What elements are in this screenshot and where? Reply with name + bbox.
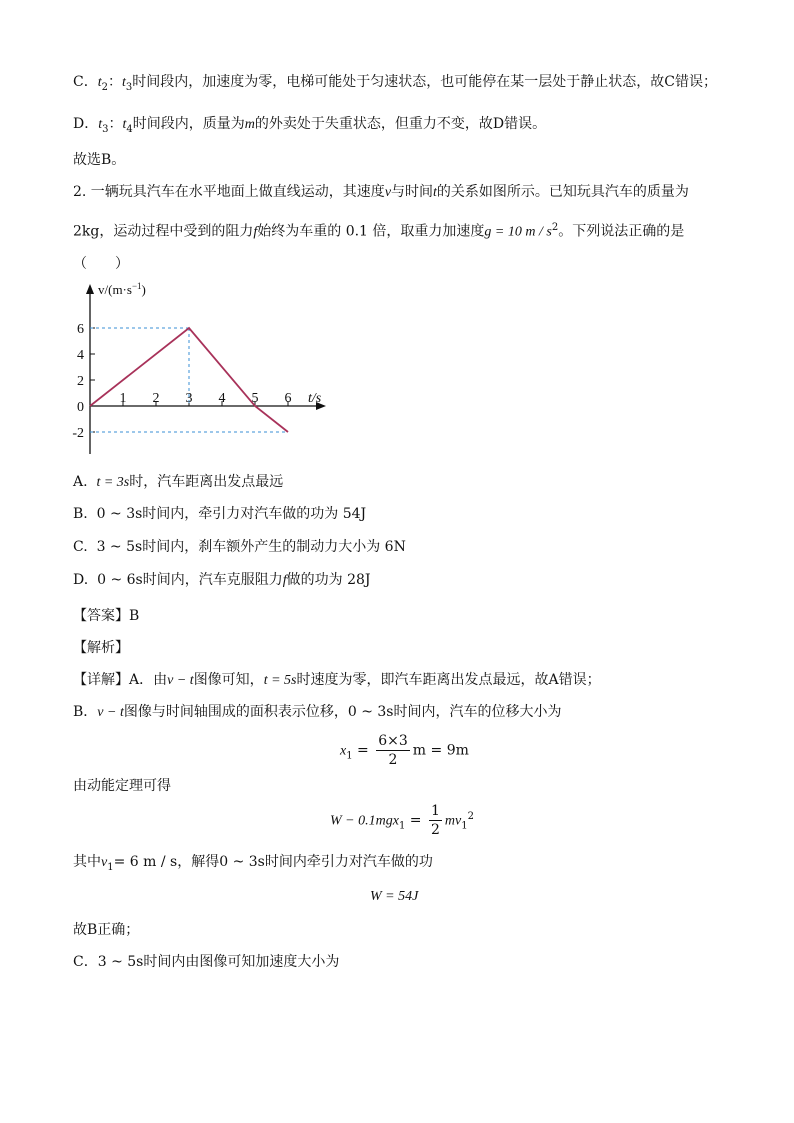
detail-a: 【详解】A．由v − t图像可知，t = 5s时速度为零，即汽车距离出发点最远，故A错误；	[73, 672, 601, 688]
velocity-series-line	[90, 328, 288, 432]
equation-w-result: W = 54J	[370, 889, 419, 904]
option-a: A. t = 3s时，汽车距离出发点最远	[73, 474, 284, 490]
question-2-text-2: 2kg，运动过程中受到的阻力f始终为车重的 0.1 倍，取重力加速度g = 10 m / $s^2$。下列说法正确的是	[73, 222, 685, 240]
x-tick-label: 6	[284, 391, 292, 406]
detail-c: C．3 ~ 5s时间内由图像可知加速度大小为	[73, 954, 340, 970]
y-tick-label: 6	[77, 322, 84, 337]
where-line: 其中$v_1= 6$ m / s，解得0 ~ 3s时间内牵引力对汽车做的功	[73, 854, 433, 873]
velocity-time-chart	[70, 280, 340, 460]
conclusion-line: 故选B。	[73, 152, 126, 168]
equation-work: W − 0.1mgx$_1$ = $\frac{1}{2}$ $mv_1^2$	[330, 803, 474, 838]
analysis-heading: 【解析】	[73, 640, 129, 656]
x-tick-label: 1	[119, 391, 127, 406]
answer-line: 【答案】B	[73, 608, 140, 624]
x-tick-label: 5	[251, 391, 259, 406]
b-correct-line: 故B正确；	[73, 922, 140, 938]
prev-option-d: D．$t_3$：$t_4$时间段内，质量为m的外卖处于失重状态，但重力不变，故D错误。	[73, 116, 547, 135]
question-2-text-1: 2. 一辆玩具汽车在水平地面上做直线运动，其速度v与时间t的关系如图所示。已知玩具汽车的质量为	[73, 184, 689, 200]
origin-label: 0	[77, 400, 84, 415]
x-tick-label: 3	[185, 391, 193, 406]
option-b: B. 0 ~ 3s时间内，牵引力对汽车做的功为 54J	[73, 506, 367, 522]
option-d: D. 0 ~ 6s时间内，汽车克服阻力f做的功为 28J	[73, 572, 371, 588]
y-axis-label: $v/(m\cdot s^{-1})$	[98, 281, 146, 297]
y-axis-arrow	[86, 284, 94, 294]
x-axis-label: t/s	[308, 391, 322, 406]
y-tick-label: 4	[77, 348, 84, 363]
question-2-bracket: （ ）	[73, 256, 129, 272]
kinetic-theorem-line: 由动能定理可得	[73, 778, 171, 794]
x-tick-label: 4	[218, 391, 226, 406]
y-tick-label: 2	[77, 374, 84, 389]
option-c: C. 3 ~ 5s时间内，刹车额外产生的制动力大小为 6N	[73, 539, 406, 555]
prev-option-c: C．$t_2$：$t_3$时间段内，加速度为零，电梯可能处于匀速状态，也可能停在某一层处于静止状态，故C错误；	[73, 74, 717, 93]
detail-b: B．v − t图像与时间轴围成的面积表示位移，0 ~ 3s时间内，汽车的位移大小为	[73, 704, 562, 720]
y-tick-label: -2	[72, 426, 84, 441]
x-tick-label: 2	[152, 391, 160, 406]
equation-x1: $x_1$ = $\frac{6\times 3}{2}$ m = 9m	[340, 733, 469, 768]
